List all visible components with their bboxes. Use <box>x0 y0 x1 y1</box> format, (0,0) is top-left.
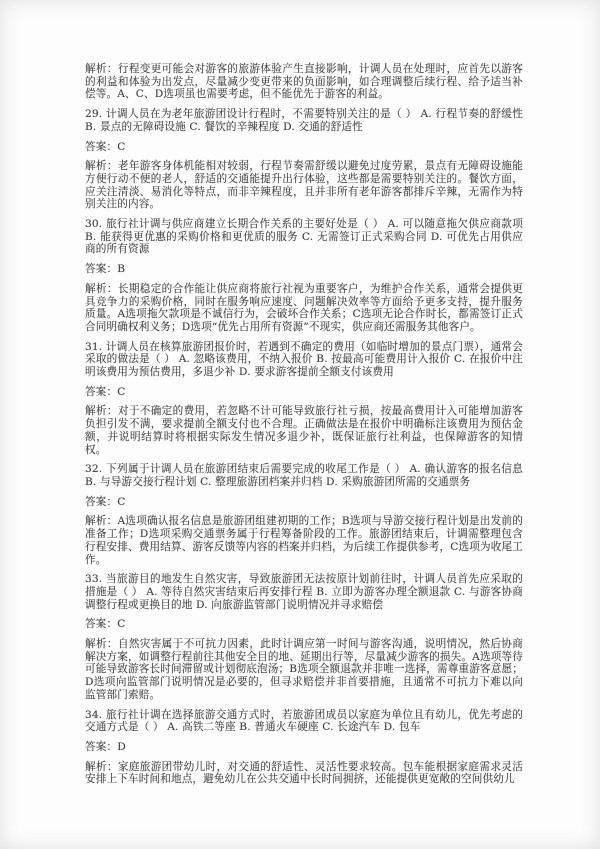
answer-32: 答案：C <box>85 495 126 508</box>
explanation-q33: 解析：自然灾害属于不可抗力因素，此时计调应第一时间与游客沟通，说明情况，然后协商解决方案，如调整行程前往其他安全目的地、延期出行等，尽量减少游客的损失。A选项等待可能导致游客长时间滞留或计划彻底泡汤；B选项全额退款并非唯一选择，需尊重游客意愿；D选项向监管部门说明情况是必要的，但寻求赔偿并非首要措施，且通常不可抗力下难以向监管部门索赔。 <box>85 638 523 701</box>
answer-30: 答案：B <box>85 263 126 276</box>
question-29: 29. 计调人员在为老年旅游团设计行程时，不需要特别关注的是（ ） A. 行程节奏的舒缓性 B. 景点的无障碍设施 C. 餐饮的辛辣程度 D. 交通的舒适性 <box>85 108 523 133</box>
document-text-column <box>85 63 523 793</box>
answer-29: 答案：C <box>85 140 126 153</box>
question-33: 33. 当旅游目的地发生自然灾害，导致旅游团无法按原计划前往时，计调人员首先应采取的措施是（ ） A. 等待自然灾害结束后再安排行程 B. 立即为游客办理全额退款 C. 与游客协商调整行程或更换目的地 D. 向旅游监管部门说明情况并寻求赔偿 <box>85 573 523 611</box>
explanation-q30: 解析：长期稳定的合作能让供应商将旅行社视为重要客户，为维护合作关系，通常会提供更具竞争力的采购价格，同时在服务响应速度、问题解决效率等方面给予更多支持，提升服务质量。A选项拖欠款项是不诚信行为，会破坏合作关系；C选项无论合作时长，都需签订正式合同明确权利义务；D选项“优先占用所有资源”不现实，供应商还需服务其他客户。 <box>85 282 523 333</box>
question-31: 31. 计调人员在核算旅游团报价时，若遇到不确定的费用（如临时增加的景点门票），通常会采取的做法是（ ） A. 忽略该费用，不纳入报价 B. 按最高可能费用计入报价 C. 在报价中注明该费用为预估费用，多退少补 D. 要求游客提前全额支付该费用 <box>85 340 523 379</box>
answer-34: 答案：D <box>85 740 126 753</box>
explanation-q28: 解析：行程变更可能会对游客的旅游体验产生直接影响，计调人员在处理时，应首先以游客的利益和体验为出发点，尽量减少变更带来的负面影响，如合理调整后续行程、给予适当补偿等。A、C、D选项虽也需要考虑，但不能优先于游客的利益。 <box>85 63 523 101</box>
explanation-q31: 解析：对于不确定的费用，若忽略不计可能导致旅行社亏损，按最高费用计入可能增加游客负担引发不满，要求提前全额支付也不合理。正确做法是在报价中明确标注该费用为预估金额，并说明结算时将根据实际发生情况多退少补，既保证旅行社利益，也保障游客的知情权。 <box>85 405 523 456</box>
answer-31: 答案：C <box>85 385 126 398</box>
explanation-q29: 解析：老年游客身体机能相对较弱，行程节奏需舒缓以避免过度劳累，景点有无障碍设施能方便行动不便的老人，舒适的交通能提升出行体验，这些都是需要特别关注的。餐饮方面，应关注清淡、易消化等特点，而非辛辣程度，且并非所有老年游客都排斥辛辣，无需作为特别关注的内容。 <box>85 160 523 211</box>
explanation-q34: 解析：家庭旅游团带幼儿时，对交通的舒适性、灵活性要求较高。包车能根据家庭需求灵活安排上下车时间和地点，避免幼儿在公共交通中长时间拥挤，还能提供更宽敞的空间供幼儿 <box>85 760 523 786</box>
answer-33: 答案：C <box>85 618 126 631</box>
question-32: 32. 下列属于计调人员在旅游团结束后需要完成的收尾工作是（ ） A. 确认游客的报名信息 B. 与导游交接行程计划 C. 整理旅游团档案并归档 D. 采购旅游团所需的交通票务 <box>85 463 523 488</box>
explanation-q32: 解析：A选项确认报名信息是旅游团组建初期的工作；B选项与导游交接行程计划是出发前的准备工作；D选项采购交通票务属于行程筹备阶段的工作。旅游团结束后，计调需整理包含行程安排、费用结算、游客反馈等内容的档案并归档，为后续工作提供参考，C选项为收尾工作。 <box>85 515 524 566</box>
question-34: 34. 旅行社计调在选择旅游交通方式时，若旅游团成员以家庭为单位且有幼儿，优先考虑的交通方式是（ ） A. 高铁二等座 B. 普通火车硬座 C. 长途汽车 D. 包车 <box>85 708 523 734</box>
question-30: 30. 旅行社计调与供应商建立长期合作关系的主要好处是（ ） A. 可以随意拖欠供应商款项 B. 能获得更优惠的采购价格和更优质的服务 C. 无需签订正式采购合同 D. 可优先占用供应商的所有资源 <box>85 218 523 256</box>
